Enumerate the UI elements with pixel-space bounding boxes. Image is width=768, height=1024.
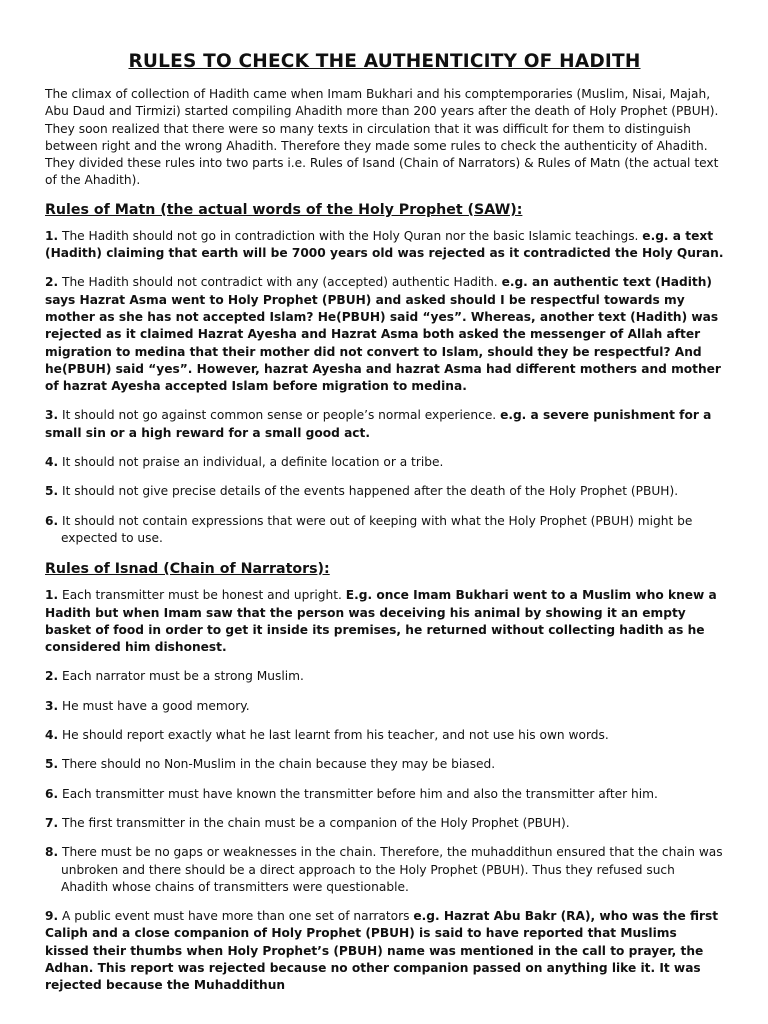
matn-rule-1 — [45, 228, 724, 263]
rule-text: It should not give precise details of the events happened after the death of the Holy Prophet (PBUH). — [62, 484, 679, 499]
matn-rules-list — [45, 228, 724, 547]
rule-example: E.g. once Imam Bukhari went to a Muslim who knew a Hadith but when Imam saw that the person was deceiving his animal by showing it an empty basket of food in order to get it inside its premises, he returned without collecting hadith as he considered him dishonest. — [45, 588, 717, 655]
rule-text: Each transmitter must have known the transmitter before him and also the transmitter after him. — [62, 786, 658, 801]
rule-number: 4. — [45, 728, 59, 743]
rule-text: Each transmitter must be honest and upright. — [62, 588, 342, 603]
matn-heading: Rules of Matn (the actual words of the Holy Prophet (SAW): — [45, 201, 523, 218]
isnad-rules-list — [45, 587, 724, 994]
rule-number: 3. — [45, 698, 59, 713]
matn-rule-6 — [45, 513, 724, 548]
matn-rule-2 — [45, 274, 724, 395]
rule-number: 3. — [45, 408, 59, 423]
isnad-rule-5 — [45, 756, 724, 773]
matn-rule-5 — [45, 483, 724, 500]
isnad-rule-1 — [45, 587, 724, 656]
rule-number: 4. — [45, 455, 59, 470]
isnad-rule-3 — [45, 698, 724, 715]
isnad-rule-6 — [45, 786, 724, 803]
isnad-rule-8 — [45, 844, 724, 896]
rule-number: 7. — [45, 815, 59, 830]
rule-text: A public event must have more than one set of narrators — [62, 909, 410, 924]
rule-text: The Hadith should not contradict with any (accepted) authentic Hadith. — [62, 275, 498, 290]
rule-text: It should not praise an individual, a definite location or a tribe. — [62, 455, 444, 470]
rule-text: There should no Non-Muslim in the chain because they may be biased. — [62, 757, 496, 772]
rule-number: 6. — [45, 786, 59, 801]
rule-number: 8. — [45, 845, 59, 860]
rule-number: 6. — [45, 513, 59, 528]
isnad-rule-7 — [45, 815, 724, 832]
rule-text: The first transmitter in the chain must be a companion of the Holy Prophet (PBUH). — [62, 815, 570, 830]
rule-number: 9. — [45, 909, 59, 924]
rule-example: e.g. a severe punishment for a small sin or a high reward for a small good act. — [45, 408, 712, 440]
page-title: RULES TO CHECK THE AUTHENTICITY OF HADITH — [128, 51, 641, 72]
rule-number: 1. — [45, 228, 59, 243]
rule-number: 1. — [45, 588, 59, 603]
rule-number: 5. — [45, 757, 59, 772]
rule-text: He should report exactly what he last learnt from his teacher, and not use his own words. — [62, 728, 609, 743]
matn-rule-3 — [45, 407, 724, 442]
rule-text: He must have a good memory. — [62, 698, 250, 713]
isnad-heading: Rules of Isnad (Chain of Narrators): — [45, 561, 330, 578]
isnad-rule-9 — [45, 908, 724, 994]
isnad-rule-4 — [45, 727, 724, 744]
rule-example: e.g. Hazrat Abu Bakr (RA), who was the first Caliph and a close companion of Holy Prophet (PBUH) is said to have reported that Muslims kissed their thumbs when Holy Prophet’s (PBUH) name was mentioned in the call to prayer, the Adhan. This report was rejected because no other companion passed on anything like it. It was rejected because the Muhaddithun — [45, 909, 719, 993]
rule-text: Each narrator must be a strong Muslim. — [62, 669, 304, 684]
rule-number: 2. — [45, 275, 59, 290]
rule-number: 2. — [45, 669, 59, 684]
rule-text: The Hadith should not go in contradiction with the Holy Quran nor the basic Islamic teachings. — [62, 228, 639, 243]
rule-number: 5. — [45, 484, 59, 499]
rule-example: e.g. an authentic text (Hadith) says Hazrat Asma went to Holy Prophet (PBUH) and asked should I be respectful towards my mother as she has not accepted Islam? He(PBUH) said “yes”. Whereas, another text (Hadith) was rejected as it claimed Hazrat Ayesha and Hazrat Asma both asked the messenger of Allah after migration to medina that their mother did not convert to Islam, should they be respectful? And he(PBUH) said “yes”. However, hazrat Ayesha and hazrat Asma had different mothers and mother of hazrat Ayesha accepted Islam before migration to medina. — [45, 275, 721, 394]
rule-text: There must be no gaps or weaknesses in the chain. Therefore, the muhaddithun ensured that the chain was unbroken and there should be a direct approach to the Holy Prophet (PBUH). Thus they refused such Ahadith whose chains of transmitters were questionable. — [61, 845, 723, 894]
rule-example: e.g. a text (Hadith) claiming that earth will be 7000 years old was rejected as it contradicted the Holy Quran. — [45, 228, 724, 261]
matn-rule-4 — [45, 454, 724, 471]
rule-text: It should not go against common sense or people’s normal experience. — [62, 408, 497, 423]
isnad-rule-2 — [45, 668, 724, 685]
intro-paragraph: The climax of collection of Hadith came when Imam Bukhari and his comptemporaries (Muslim, Nisai, Majah, Abu Daud and Tirmizi) started compiling Ahadith more than 200 years after the death of Holy Prophet (PBUH). They soon realized that there were so many texts in circulation that it was difficult for them to distinguish between right and the wrong Ahadith. Therefore they made some rules to check the authenticity of Ahadith. They divided these rules into two parts i.e. Rules of Isand (Chain of Narrators) & Rules of Matn (the actual text of the Ahadith). — [45, 87, 719, 188]
rule-text: It should not contain expressions that were out of keeping with what the Holy Prophet (PBUH) might be expected to use. — [61, 513, 693, 545]
